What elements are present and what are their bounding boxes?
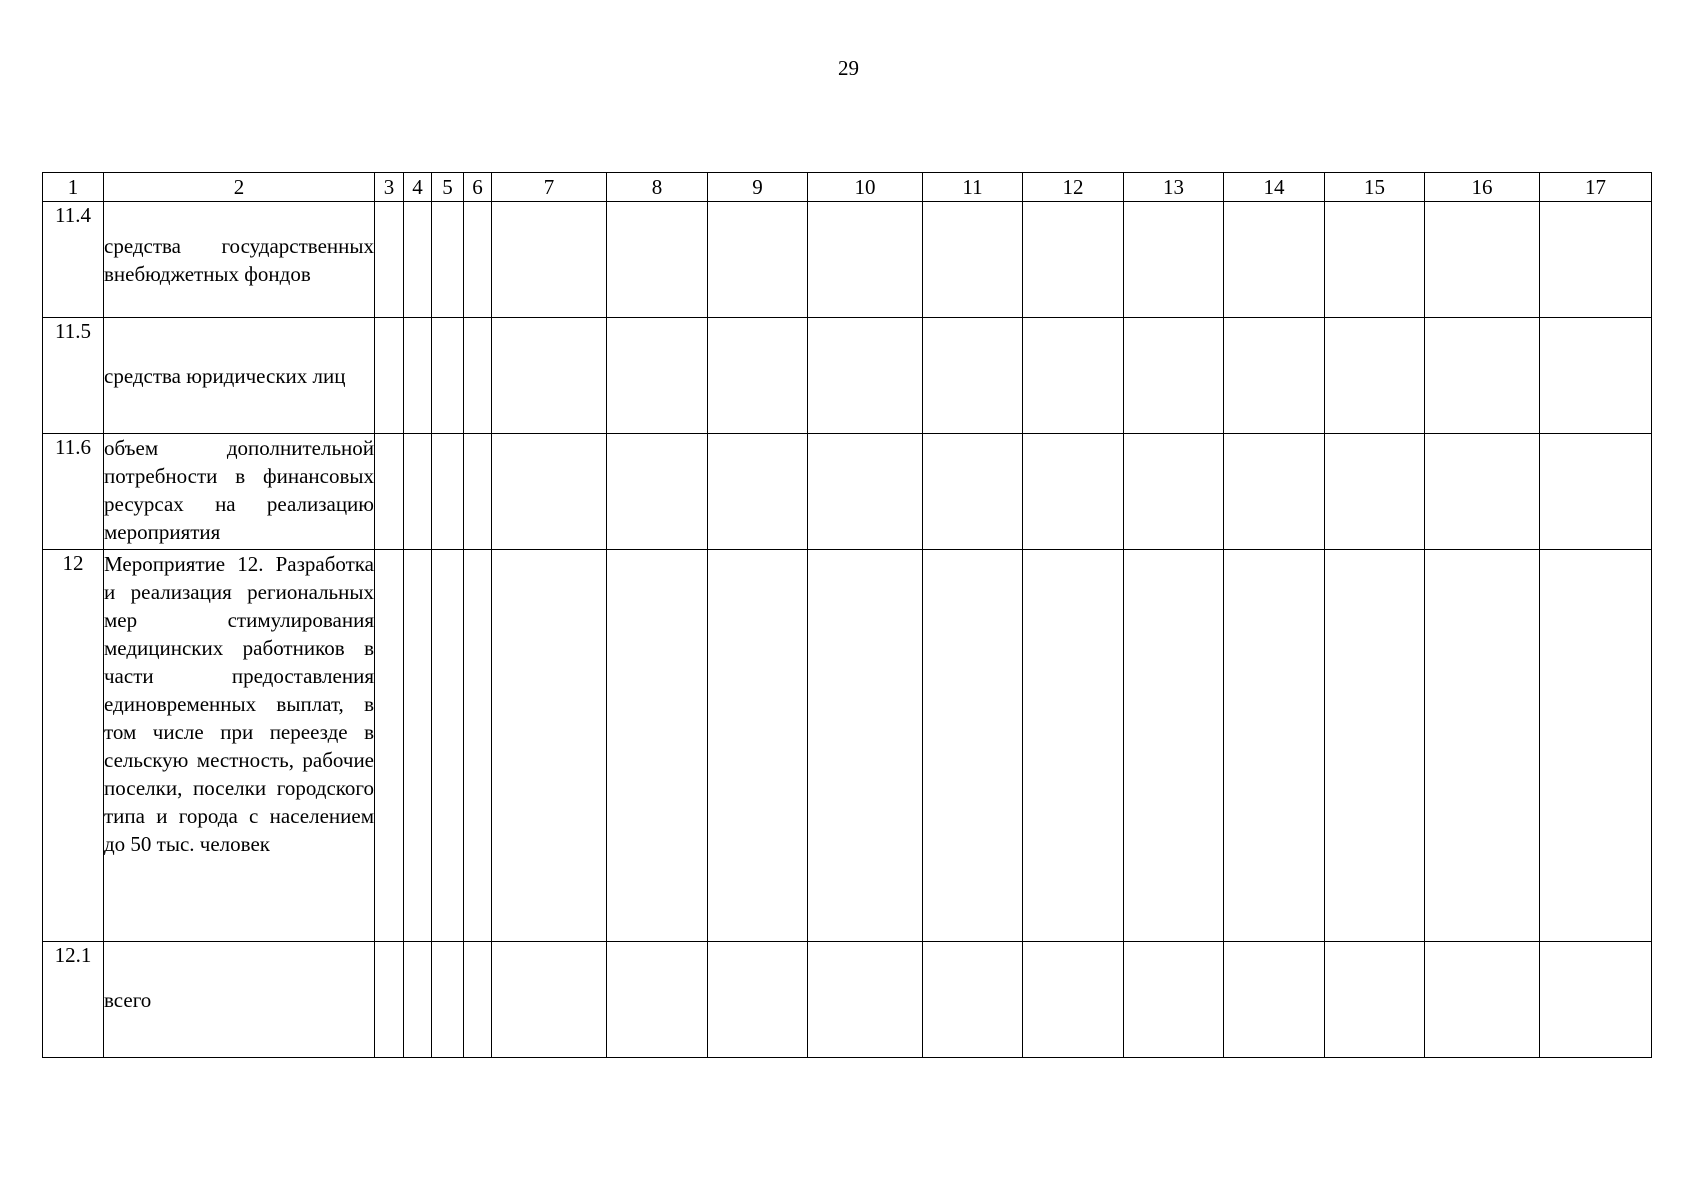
- empty-cell: [1425, 434, 1540, 550]
- empty-cell: [1224, 942, 1325, 1058]
- empty-cell: [404, 202, 432, 318]
- empty-cell: [923, 550, 1023, 942]
- empty-cell: [708, 318, 808, 434]
- empty-cell: [923, 202, 1023, 318]
- empty-cell: [1023, 942, 1124, 1058]
- empty-cell: [492, 550, 607, 942]
- empty-cell: [375, 318, 404, 434]
- empty-cell: [464, 942, 492, 1058]
- empty-cell: [404, 434, 432, 550]
- header-row: [43, 173, 1652, 202]
- row-description-text: всего: [104, 987, 152, 1012]
- empty-cell: [1023, 202, 1124, 318]
- empty-cell: [1425, 550, 1540, 942]
- table-row: [43, 318, 1652, 434]
- empty-cell: [923, 942, 1023, 1058]
- empty-cell: [1224, 550, 1325, 942]
- empty-cell: [492, 318, 607, 434]
- column-header: 15: [1325, 173, 1425, 202]
- empty-cell: [432, 434, 464, 550]
- column-header: 13: [1124, 173, 1224, 202]
- empty-cell: [708, 550, 808, 942]
- row-description: [104, 550, 375, 942]
- empty-cell: [492, 434, 607, 550]
- empty-cell: [1124, 434, 1224, 550]
- table-row: [43, 202, 1652, 318]
- table-row: [43, 550, 1652, 942]
- empty-cell: [1540, 202, 1652, 318]
- empty-cell: [464, 434, 492, 550]
- row-description-text: Мероприятие 12. Разработка и реализация региональных мер стимулирования медицинских работников в части предоставления единовременных выплат, в том числе при переезде в сельскую местность, рабочие поселки, поселки городского типа и города с населением до 50 тыс. человек: [104, 552, 374, 856]
- empty-cell: [808, 434, 923, 550]
- empty-cell: [1224, 318, 1325, 434]
- empty-cell: [1124, 202, 1224, 318]
- empty-cell: [1124, 942, 1224, 1058]
- empty-cell: [607, 550, 708, 942]
- empty-cell: [432, 202, 464, 318]
- empty-cell: [1325, 434, 1425, 550]
- empty-cell: [404, 550, 432, 942]
- column-header: 17: [1540, 173, 1652, 202]
- row-description: [104, 434, 375, 550]
- row-description-text: средства государственных внебюджетных фондов: [104, 233, 374, 286]
- empty-cell: [607, 942, 708, 1058]
- column-header: 5: [432, 173, 464, 202]
- table-row: [43, 434, 1652, 550]
- empty-cell: [464, 202, 492, 318]
- empty-cell: [1023, 434, 1124, 550]
- empty-cell: [1325, 942, 1425, 1058]
- empty-cell: [375, 942, 404, 1058]
- empty-cell: [375, 202, 404, 318]
- empty-cell: [1325, 202, 1425, 318]
- empty-cell: [1540, 550, 1652, 942]
- page-number: 29: [838, 56, 859, 80]
- empty-cell: [607, 434, 708, 550]
- column-header: 11: [923, 173, 1023, 202]
- empty-cell: [404, 318, 432, 434]
- empty-cell: [1224, 202, 1325, 318]
- empty-cell: [1540, 318, 1652, 434]
- column-header: 9: [708, 173, 808, 202]
- column-header: 7: [492, 173, 607, 202]
- empty-cell: [1425, 318, 1540, 434]
- empty-cell: [1023, 550, 1124, 942]
- column-header: 6: [464, 173, 492, 202]
- row-description: [104, 942, 375, 1058]
- column-header: 4: [404, 173, 432, 202]
- column-header: 12: [1023, 173, 1124, 202]
- empty-cell: [404, 942, 432, 1058]
- empty-cell: [1425, 202, 1540, 318]
- empty-cell: [1224, 434, 1325, 550]
- row-number: 11.6: [43, 434, 104, 550]
- empty-cell: [1325, 550, 1425, 942]
- funding-table: [42, 172, 1652, 1058]
- empty-cell: [375, 434, 404, 550]
- row-number: 11.4: [43, 202, 104, 318]
- column-header: 16: [1425, 173, 1540, 202]
- empty-cell: [607, 202, 708, 318]
- empty-cell: [923, 318, 1023, 434]
- empty-cell: [1023, 318, 1124, 434]
- row-description: [104, 202, 375, 318]
- column-header: 14: [1224, 173, 1325, 202]
- row-number: 12.1: [43, 942, 104, 1058]
- row-description-text: средства юридических лиц: [104, 363, 346, 388]
- empty-cell: [492, 202, 607, 318]
- empty-cell: [808, 202, 923, 318]
- empty-cell: [708, 942, 808, 1058]
- empty-cell: [923, 434, 1023, 550]
- row-number: 11.5: [43, 318, 104, 434]
- row-description-text: объем дополнительной потребности в финансовых ресурсах на реализацию мероприятия: [104, 436, 374, 544]
- table-row: [43, 942, 1652, 1058]
- empty-cell: [808, 318, 923, 434]
- column-header: 2: [104, 173, 375, 202]
- row-description: [104, 318, 375, 434]
- empty-cell: [1425, 942, 1540, 1058]
- empty-cell: [375, 550, 404, 942]
- empty-cell: [432, 942, 464, 1058]
- empty-cell: [708, 202, 808, 318]
- empty-cell: [1124, 318, 1224, 434]
- empty-cell: [808, 550, 923, 942]
- empty-cell: [808, 942, 923, 1058]
- empty-cell: [432, 550, 464, 942]
- column-header: 8: [607, 173, 708, 202]
- column-header: 1: [43, 173, 104, 202]
- column-header: 3: [375, 173, 404, 202]
- empty-cell: [607, 318, 708, 434]
- empty-cell: [1540, 942, 1652, 1058]
- empty-cell: [1540, 434, 1652, 550]
- column-header: 10: [808, 173, 923, 202]
- empty-cell: [708, 434, 808, 550]
- empty-cell: [1325, 318, 1425, 434]
- empty-cell: [464, 318, 492, 434]
- empty-cell: [432, 318, 464, 434]
- empty-cell: [492, 942, 607, 1058]
- empty-cell: [464, 550, 492, 942]
- row-number: 12: [43, 550, 104, 942]
- empty-cell: [1124, 550, 1224, 942]
